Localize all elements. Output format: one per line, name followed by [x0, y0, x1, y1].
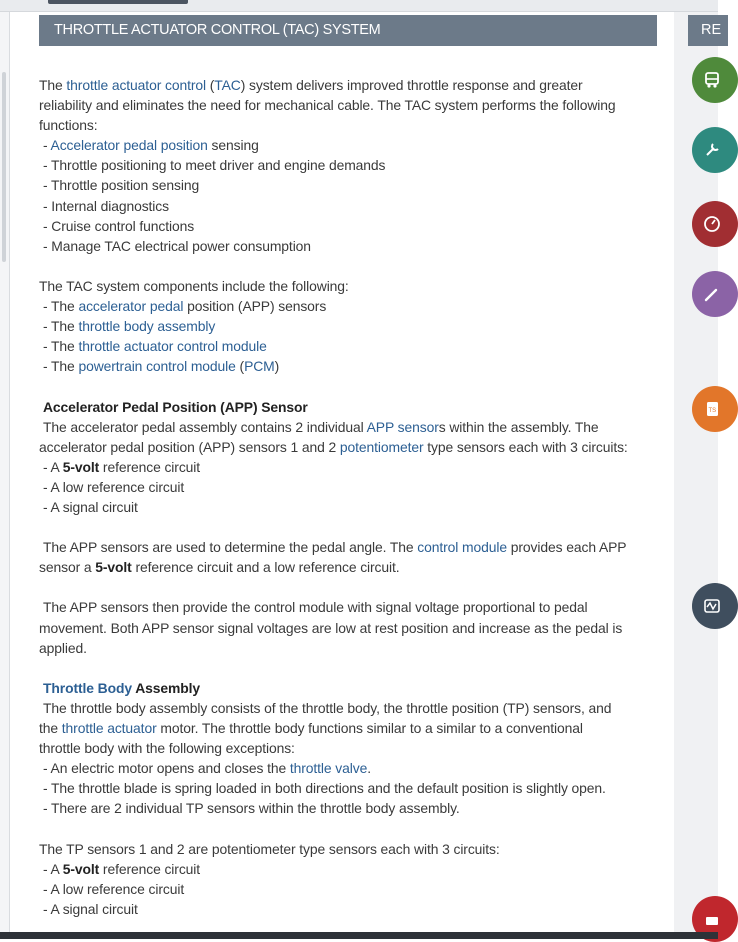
text: The accelerator pedal assembly contains 2 individual — [43, 418, 367, 435]
function-item — [39, 196, 664, 216]
section-title: THROTTLE ACTUATOR CONTROL (TAC) SYSTEM — [54, 22, 381, 38]
bottom-status-bar — [0, 932, 718, 939]
text: A signal circuit — [50, 498, 138, 515]
bullet: - — [43, 860, 51, 877]
text: accelerator pedal position (APP) sensors 1 and 2 — [39, 438, 340, 455]
bold-text: 5-volt — [62, 458, 100, 475]
bullet: - — [43, 498, 51, 515]
text: The throttle blade is spring loaded in both directions and the default position is slightly open. — [51, 780, 606, 797]
text: The — [51, 318, 79, 335]
intro-line-3: functions: — [39, 117, 98, 134]
bus-icon — [702, 70, 722, 90]
text: The APP sensors are used to determine the pedal angle. The — [43, 539, 418, 556]
link-throttle-body-assembly[interactable]: throttle body assembly — [78, 318, 216, 335]
bullet: - — [43, 760, 51, 777]
link-app-sensor[interactable]: APP sensor — [366, 418, 439, 435]
text: Cruise control functions — [51, 217, 195, 234]
app-p3-line-3: applied. — [39, 639, 87, 656]
component-item — [39, 356, 664, 376]
bullet: - — [43, 237, 52, 254]
function-item — [39, 236, 664, 256]
tb-line-1: The throttle body assembly consists of the throttle body, the throttle position (TP) sensors, and — [43, 699, 612, 716]
text: A low reference circuit — [50, 880, 185, 897]
component-item — [39, 316, 664, 336]
related-panel — [674, 12, 722, 932]
pen-icon — [702, 284, 722, 304]
text: . — [367, 760, 371, 777]
text: Internal diagnostics — [51, 197, 169, 214]
app-p2-line-2 — [39, 557, 664, 577]
bullet: - — [43, 458, 51, 475]
link-throttle-valve[interactable]: throttle valve — [289, 760, 368, 777]
spacer — [39, 517, 664, 537]
link-throttle-actuator-control[interactable]: throttle actuator control — [66, 77, 206, 93]
waveform-icon — [702, 596, 722, 616]
tb-line-2 — [39, 718, 664, 738]
text: the — [39, 720, 62, 736]
text: sensor a — [39, 559, 96, 576]
text: type sensors each with 3 circuits: — [423, 438, 628, 455]
top-bar-fragment — [48, 0, 188, 4]
text: provides each APP — [507, 539, 627, 556]
text: A — [50, 458, 63, 475]
tp-circuit-item — [39, 899, 664, 919]
link-tac[interactable]: TAC — [214, 77, 241, 93]
text: Throttle positioning to meet driver and engine demands — [51, 157, 386, 174]
exception-item — [39, 778, 664, 798]
circuit-item — [39, 457, 664, 477]
bullet: - — [43, 800, 52, 817]
intro-line-1 — [39, 75, 664, 95]
bullet: - — [43, 177, 52, 194]
bullet: - — [43, 358, 52, 375]
bullet: - — [43, 137, 51, 154]
tb-line-3: throttle body with the following exceptions: — [39, 740, 295, 757]
app-line-1 — [39, 417, 664, 437]
link-throttle-actuator-control-module[interactable]: throttle actuator control module — [78, 338, 267, 355]
app-p2-line-1 — [39, 537, 664, 557]
text: The — [51, 358, 79, 375]
link-throttle-actuator[interactable]: throttle actuator — [61, 720, 157, 736]
link-control-module[interactable]: control module — [417, 539, 508, 556]
spacer — [39, 376, 664, 396]
text: reference circuit — [99, 458, 201, 475]
bullet: - — [43, 880, 51, 897]
link-accelerator-pedal-position[interactable]: Accelerator pedal position — [50, 137, 208, 154]
tsb-icon-button[interactable] — [692, 386, 738, 432]
section-title-bar — [39, 15, 657, 46]
text: reference circuit — [99, 860, 201, 877]
bullet: - — [43, 338, 52, 355]
text: ) — [274, 358, 280, 375]
text: sensing — [207, 137, 259, 154]
wrench-icon-button[interactable] — [692, 127, 738, 173]
left-scroll-rail[interactable] — [0, 12, 10, 932]
link-powertrain-control-module[interactable]: powertrain control module — [78, 358, 236, 375]
bullet: - — [43, 298, 52, 315]
bold-text: 5-volt — [62, 860, 100, 877]
exception-item — [39, 798, 664, 818]
intro-line-2: reliability and eliminates the need for mechanical cable. The TAC system performs the following — [39, 97, 616, 114]
link-potentiometer[interactable]: potentiometer — [339, 438, 424, 455]
spacer — [39, 658, 664, 678]
waveform-icon-button[interactable] — [692, 583, 738, 629]
component-item — [39, 336, 664, 356]
pen-icon-button[interactable] — [692, 271, 738, 317]
function-item — [39, 216, 664, 236]
text: s within the assembly. The — [438, 418, 599, 435]
component-item — [39, 296, 664, 316]
document-icon — [702, 399, 722, 419]
left-scroll-thumb[interactable] — [2, 72, 6, 262]
throttle-body-heading — [39, 678, 664, 698]
spacer — [39, 577, 664, 597]
bullet: - — [43, 157, 52, 174]
text: ( — [205, 77, 215, 93]
function-item — [39, 175, 664, 195]
components-intro: The TAC system components include the following: — [39, 277, 349, 294]
tp-circuit-item — [39, 859, 664, 879]
link-pcm[interactable]: PCM — [244, 358, 275, 375]
function-item — [39, 135, 664, 155]
browser-top-bar — [0, 0, 718, 12]
bullet: - — [43, 478, 51, 495]
text: ( — [235, 358, 245, 375]
bullet: - — [43, 197, 52, 214]
text: A — [50, 860, 63, 877]
bullet: - — [43, 318, 52, 335]
circuit-item — [39, 477, 664, 497]
bold-text: 5-volt — [95, 559, 132, 576]
app-p3-line-1: The APP sensors then provide the control module with signal voltage proportional to pedal — [43, 599, 588, 616]
text: There are 2 individual TP sensors within the throttle body assembly. — [51, 800, 460, 817]
text: The — [51, 338, 79, 355]
tool-icon — [702, 909, 722, 929]
text: The — [51, 298, 79, 315]
bus-icon-button[interactable] — [692, 57, 738, 103]
bullet: - — [43, 900, 51, 917]
text: Assembly — [131, 679, 201, 696]
text: A low reference circuit — [50, 478, 185, 495]
text: An electric motor opens and closes the — [50, 760, 290, 777]
wrench-icon — [702, 140, 722, 160]
bullet: - — [43, 217, 52, 234]
bullet: - — [43, 780, 52, 797]
app-p3-line-2: movement. Both APP sensor signal voltages are low at rest position and increase as the pedal is — [39, 619, 623, 636]
gauge-icon — [702, 214, 722, 234]
circuit-item — [39, 497, 664, 517]
link-accelerator-pedal[interactable]: accelerator pedal — [78, 298, 184, 315]
spacer — [39, 256, 664, 276]
article-pane — [10, 12, 674, 932]
exception-item — [39, 758, 664, 778]
text: Manage TAC electrical power consumption — [51, 237, 311, 254]
link-throttle-body[interactable]: Throttle Body — [43, 679, 132, 696]
gauge-icon-button[interactable] — [692, 201, 738, 247]
related-panel-header — [688, 15, 728, 46]
text: reference circuit and a low reference circuit. — [131, 559, 400, 576]
spacer — [39, 818, 664, 838]
text: motor. The throttle body functions similar to a similar to a conventional — [156, 720, 583, 736]
text: ) system delivers improved throttle response and greater — [240, 77, 583, 93]
tp-circuit-item — [39, 879, 664, 899]
function-item — [39, 155, 664, 175]
article-content — [39, 75, 664, 919]
app-heading: Accelerator Pedal Position (APP) Sensor — [43, 398, 308, 415]
related-panel-title: RE — [701, 22, 722, 38]
tsb-label: TS — [708, 408, 717, 414]
text: The — [39, 77, 67, 93]
text: position (APP) sensors — [183, 298, 327, 315]
tp-intro: The TP sensors 1 and 2 are potentiometer type sensors each with 3 circuits: — [39, 840, 500, 857]
app-line-2 — [39, 437, 664, 457]
text: A signal circuit — [50, 900, 138, 917]
text: Throttle position sensing — [51, 177, 200, 194]
